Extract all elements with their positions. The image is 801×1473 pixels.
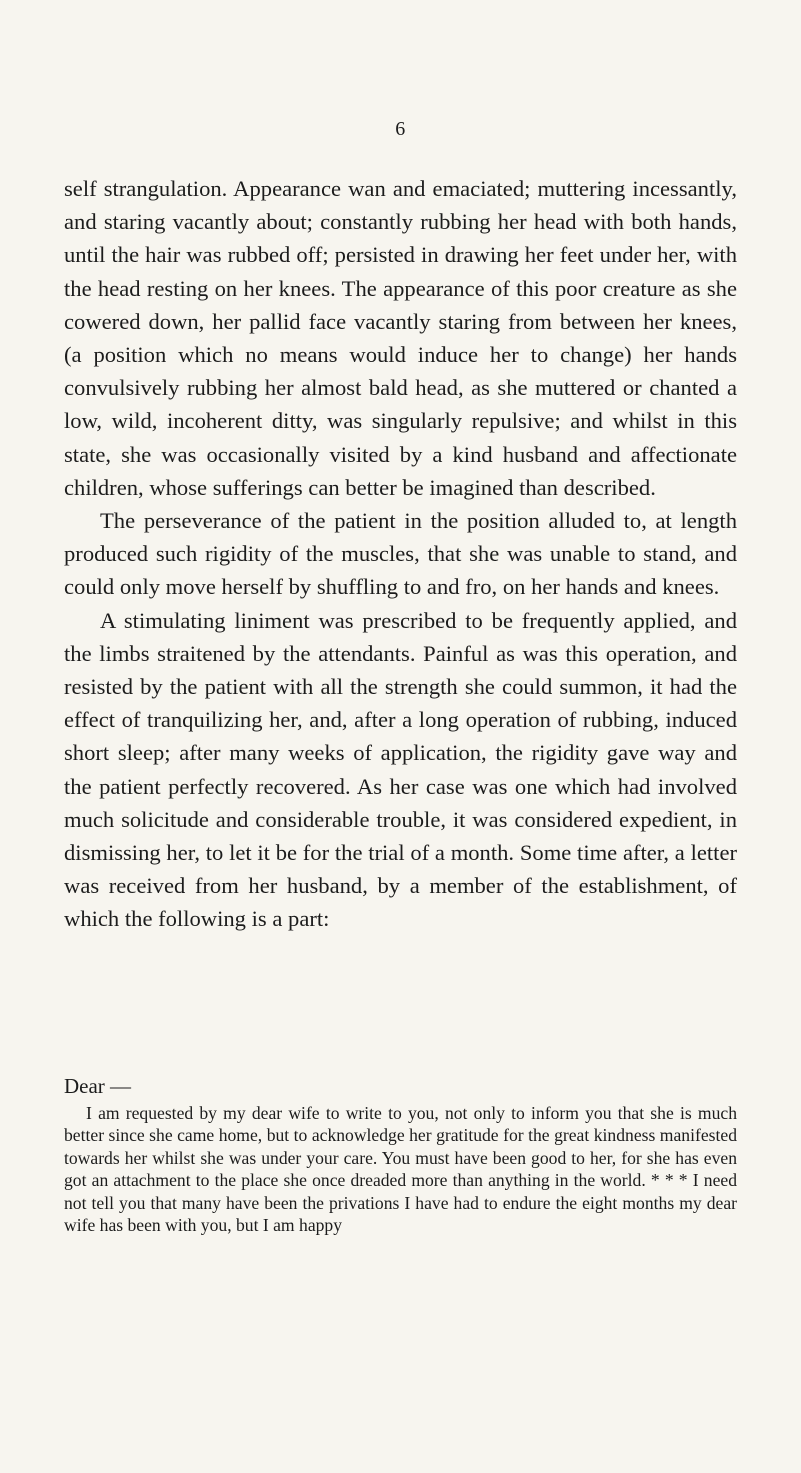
paragraph-1: self strangulation. Appearance wan and emaciated; muttering incessantly, and staring vacantly about; constantly rubbing her head with both hands, until the hair was rubbed off; persisted in drawing her feet under her, with the head resting on her knees. The appearance of this poor creature as she cowered down, her pallid face vacantly staring from between her knees, (a position which no means would induce her to change) her hands convulsively rubbing her almost bald head, as she muttered or chanted a low, wild, incoherent ditty, was singularly repulsive; and whilst in this state, she was occasionally visited by a kind husband and affectionate children, whose sufferings can better be imagined than described.	[64, 176, 737, 500]
letter-body: I am requested by my dear wife to write to you, not only to inform you that she is much better since she came home, but to acknowledge her gratitude for the great kindness manifested towards her whilst she was under your care. You must have been good to her, for she has even got an attachment to the place she once dreaded more than anything in the world. * * * I need not tell you that many have been the privations I have had to endure the eight months my dear wife has been with you, but I am happy	[64, 1103, 737, 1236]
letter-salutation: Dear —	[64, 1074, 132, 1098]
page-number: 6	[395, 118, 406, 140]
body-text	[64, 172, 737, 936]
paragraph-2: The perseverance of the patient in the position alluded to, at length produced such rigidity of the muscles, that she was unable to stand, and could only move herself by shuffling to and fro, on her hands and knees.	[64, 508, 737, 600]
paragraph-3: A stimulating liniment was prescribed to be frequently applied, and the limbs straitened by the attendants. Painful as was this operation, and resisted by the patient with all the strength she could summon, it had the effect of tranquilizing her, and, after a long operation of rubbing, induced short sleep; after many weeks of application, the rigidity gave way and the patient perfectly recovered. As her case was one which had involved much solicitude and considerable trouble, it was considered expedient, in dismissing her, to let it be for the trial of a month. Some time after, a letter was received from her husband, by a member of the establishment, of which the following is a part:	[64, 607, 737, 932]
